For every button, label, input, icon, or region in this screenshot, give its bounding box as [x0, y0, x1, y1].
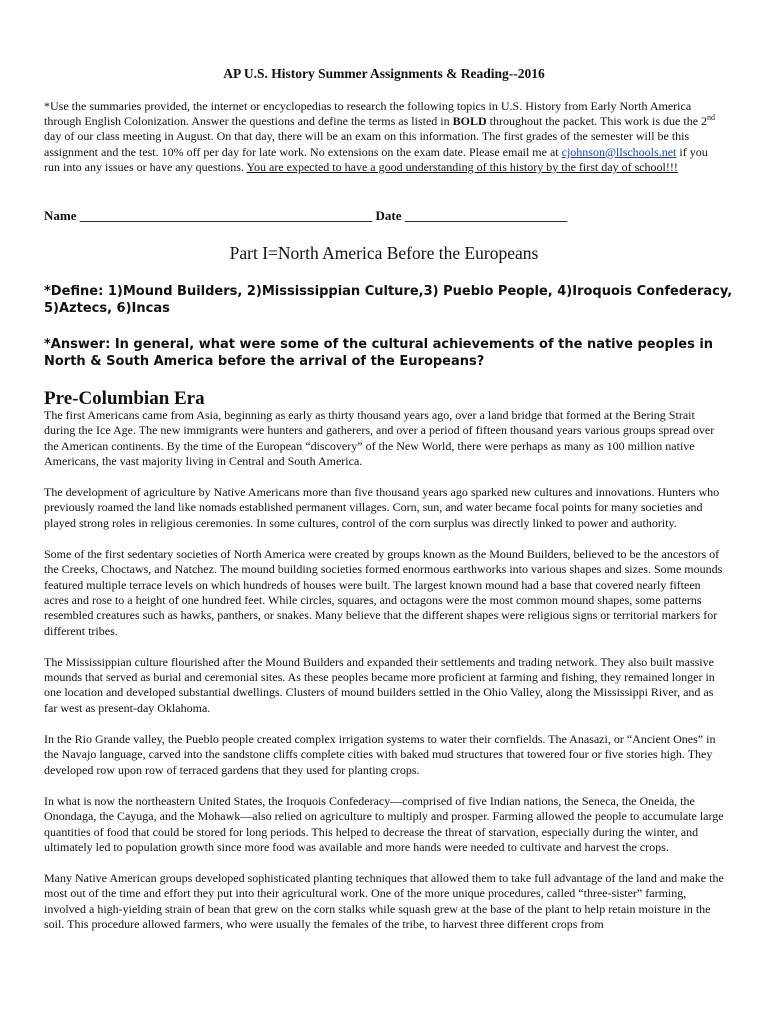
- paragraph: In what is now the northeastern United States, the Iroquois Confederacy—comprised of five Indian nations, the Seneca, the Oneida, the Onondaga, the Cayuga, and the Mohawk—also relied on agriculture to multiply and prosper. Farming allowed the people to accumulate large quantities of food that could be stored for long periods. This helped to decrease the threat of starvation, especially during the winter, and ultimately led to population growth since more food was available and more hands were needed to cultivate and harvest the crops.: [44, 793, 724, 854]
- intro-bold-word: BOLD: [452, 114, 487, 129]
- intro-underlined-note: You are expected to have a good understanding of this history by the first day of school!!!: [246, 159, 678, 174]
- answer-prompt: *Answer: In general, what were some of the cultural achievements of the native peoples in North & South America before the arrival of the Europeans?: [44, 337, 714, 369]
- intro-text-2: throughout the packet. This work is due the 2: [486, 114, 708, 129]
- intro-superscript: nd: [707, 113, 716, 123]
- intro-text-3: day of our class meeting in August. On that day, there will be an exam on this information. The first grades of the semester will be this assignment and the test. 10% off per day for late work. No extensions on the exam date. Please email me at: [44, 129, 690, 159]
- name-date-line: Name _____________________________________________ Date _________________________: [44, 208, 568, 223]
- email-link[interactable]: cjohnson@llschools.net: [561, 144, 677, 159]
- intro-text-4: if you run into any issues or have any questions.: [44, 144, 708, 174]
- paragraph: The first Americans came from Asia, beginning as early as thirty thousand years ago, over a land bridge that formed at the Bering Strait during the Ice Age. The new immigrants were hunters and gatherers, and over a period of fifteen thousand years various groups spread over the American continents. By the time of the European “discovery” of the New World, there were perhaps as many as 100 million native Americans, the vast majority living in Central and South America.: [44, 408, 715, 468]
- paragraph: Many Native American groups developed sophisticated planting techniques that allowed them to take full advantage of the land and make the most out of the time and effort they put into their agricultural work. One of the more unique procedures, called “three-sister” farming, involved a high-yielding strain of bean that grew on the corn stalks while squash grew at the base of the plant to help retain moisture in the soil. This procedure allowed farmers, who were usually the females of the tribe, to harvest three different crops from: [44, 871, 724, 932]
- intro-text-1: *Use the summaries provided, the internet or encyclopedias to research the following topics in U.S. History from Early North America through English Colonization. Answer the questions and define the terms as listed in: [44, 99, 692, 129]
- define-prompt: *Define: 1)Mound Builders, 2)Mississippian Culture,3) Pueblo People, 4)Iroquois Confederacy, 5)Aztecs, 6)Incas: [44, 284, 733, 316]
- body-text: [44, 408, 726, 948]
- document-title: AP U.S. History Summer Assignments & Reading--2016: [223, 66, 545, 81]
- section-heading: Pre-Columbian Era: [44, 388, 205, 409]
- part-heading: Part I=North America Before the Europeans: [229, 243, 539, 263]
- intro-instructions: [44, 99, 724, 175]
- paragraph: In the Rio Grande valley, the Pueblo people created complex irrigation systems to water their cornfields. The Anasazi, or “Ancient Ones” in the Navajo language, carved into the sandstone cliffs complete cities with baked mud structures that towered four or five stories high. They developed row upon row of terraced gardens that they used for planting crops.: [44, 732, 716, 777]
- paragraph: Some of the first sedentary societies of North America were created by groups known as the Mound Builders, believed to be the ancestors of the Creeks, Choctaws, and Natchez. The mound building societies formed enormous earthworks into various shapes and sizes. Some mounds featured multiple terrace levels on which hundreds of houses were built. The largest known mound had a base that covered nearly fifteen acres and rose to a height of one hundred feet. While circles, squares, and octagons were the most common mound shapes, some patterns resembled creatures such as hawks, panthers, or snakes. Many believe that the different shapes were religious signs or territorial markers for different tribes.: [44, 547, 723, 638]
- paragraph: The development of agriculture by Native Americans more than five thousand years ago sparked new cultures and innovations. Hunters who previously roamed the land like nomads established permanent villages. Corn, sun, and water became focal points for many societies and played strong roles in religious ceremonies. In some cultures, control of the corn surplus was directly linked to power and authority.: [44, 485, 720, 530]
- paragraph: The Mississippian culture flourished after the Mound Builders and expanded their settlements and trading network. They also built massive mounds that served as burial and ceremonial sites. As these peoples became more proficient at farming and fishing, they remained longer in one location and developed substantial dwellings. Clusters of mound builders settled in the Ohio Valley, along the Mississippi River, and as far west as present-day Oklahoma.: [44, 654, 715, 715]
